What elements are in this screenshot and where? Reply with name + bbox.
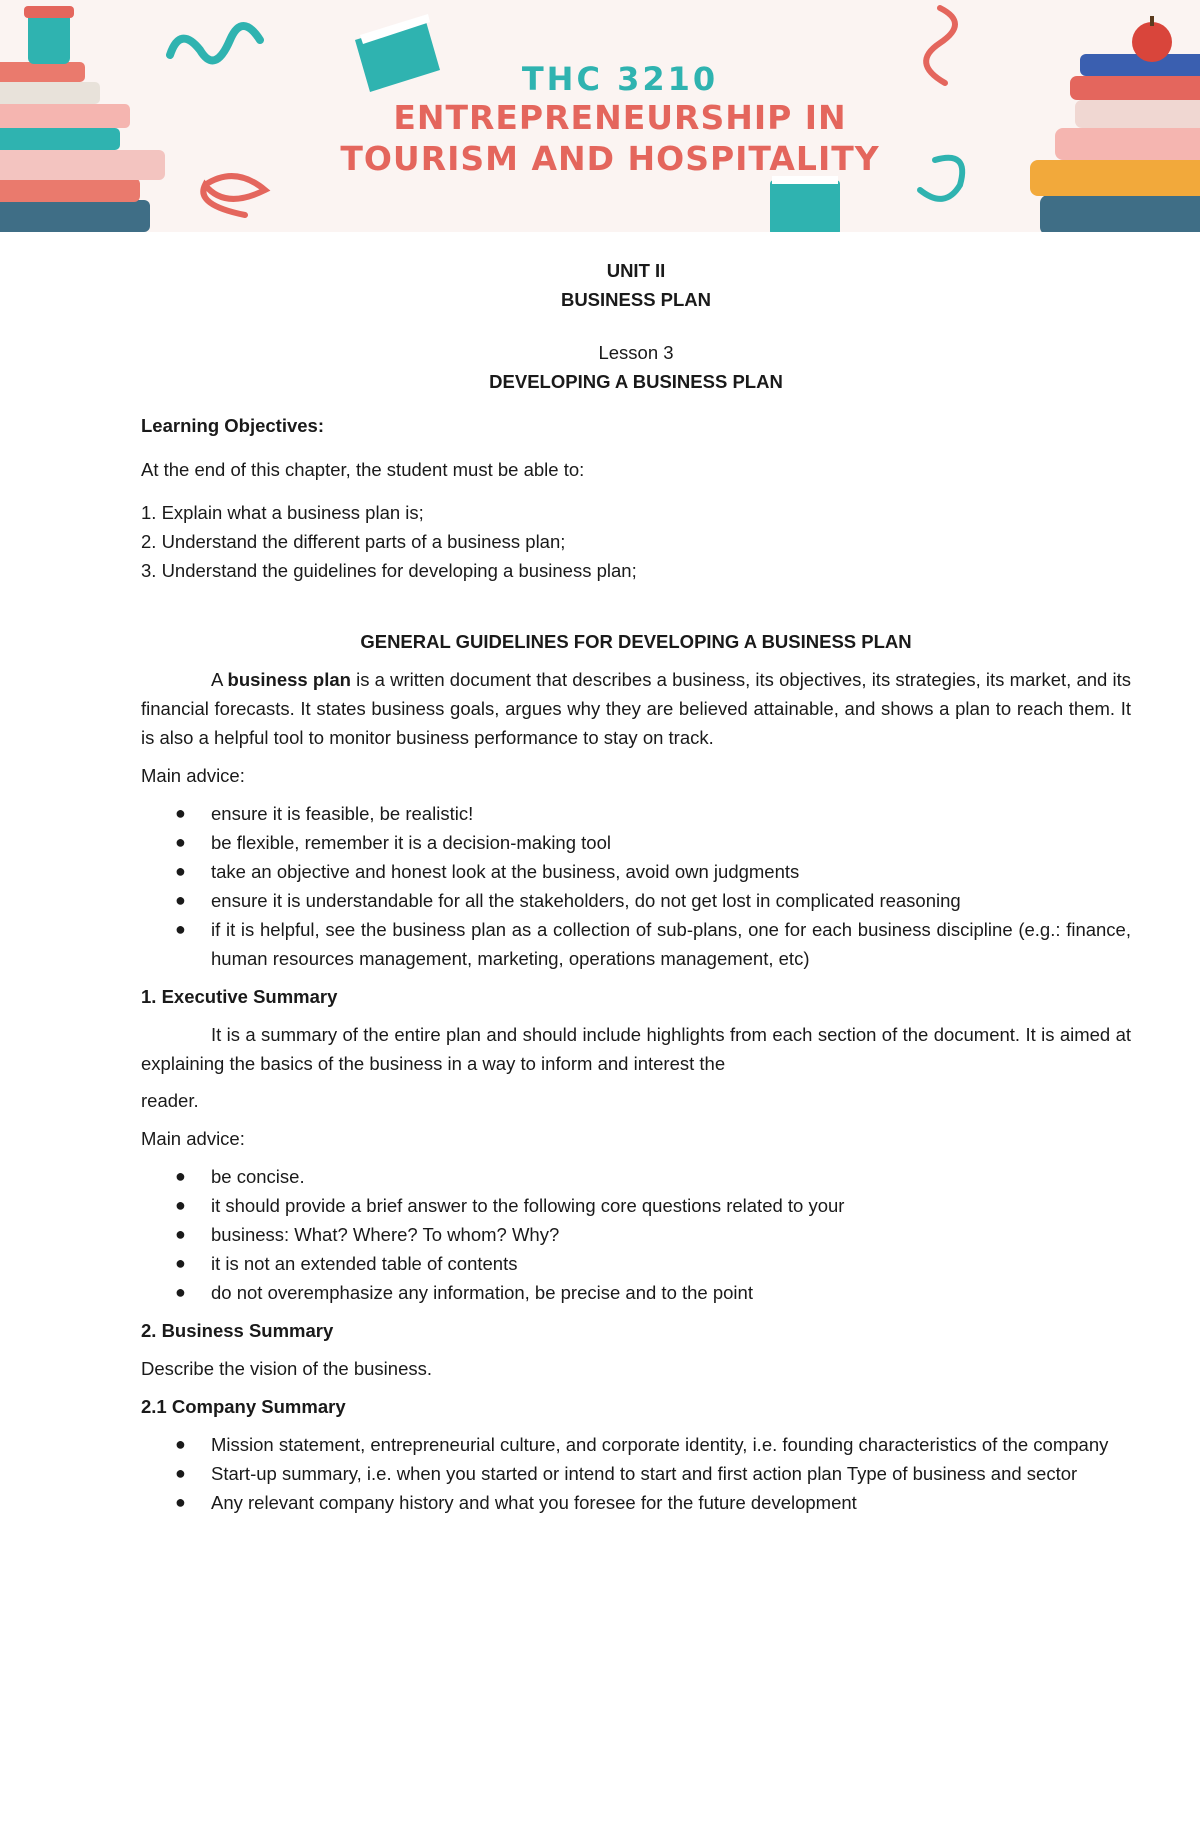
list-item: [175, 857, 1131, 886]
bullet-icon: ●: [175, 803, 186, 823]
bullet-icon: ●: [175, 1282, 186, 1302]
list-item: [175, 1220, 1131, 1249]
bullet-icon: ●: [175, 1253, 186, 1273]
executive-advice-list: [141, 1162, 1131, 1307]
list-item: [175, 1249, 1131, 1278]
bullet-icon: ●: [175, 890, 186, 910]
bullet-icon: ●: [175, 1463, 186, 1483]
list-item-text: Start-up summary, i.e. when you started or intend to start and first action plan Type of business and sector: [211, 1463, 1078, 1484]
bullet-icon: ●: [175, 1195, 186, 1215]
definition-text: is a written document that describes a business, its objectives, its strategies, its market, and its financial forecasts. It states business goals, argues why they are believed attainable, and shows a plan to reach them. It is also a helpful tool to monitor business performance to stay on track.: [141, 669, 1131, 748]
bullet-icon: ●: [175, 1224, 186, 1244]
course-code: THC 3210: [521, 60, 719, 98]
course-banner: [0, 0, 1200, 232]
list-item: [175, 915, 1131, 973]
list-item-text: business: What? Where? To whom? Why?: [211, 1224, 560, 1245]
bullet-icon: ●: [175, 1166, 186, 1186]
executive-summary-heading: 1. Executive Summary: [141, 986, 338, 1007]
list-item: [175, 1459, 1131, 1488]
unit-title: BUSINESS PLAN: [560, 289, 712, 310]
list-item-text: Mission statement, entrepreneurial culture, and corporate identity, i.e. founding characteristics of the company: [211, 1434, 1109, 1455]
list-item: [175, 1488, 1131, 1517]
bullet-icon: ●: [175, 1434, 186, 1454]
list-item: [175, 799, 1131, 828]
list-item-text: it is not an extended table of contents: [211, 1253, 518, 1274]
company-summary-heading: 2.1 Company Summary: [141, 1396, 346, 1417]
list-item: [175, 1162, 1131, 1191]
main-advice-label: Main advice:: [141, 1128, 245, 1149]
list-item-text: be concise.: [211, 1166, 305, 1187]
guidelines-heading: GENERAL GUIDELINES FOR DEVELOPING A BUSINESS PLAN: [360, 631, 912, 652]
company-summary-list: [141, 1430, 1131, 1517]
course-title-line1: ENTREPRENEURSHIP IN: [393, 98, 847, 137]
objectives-heading: Learning Objectives:: [141, 415, 324, 436]
document-body: [141, 256, 1131, 1517]
business-plan-term: business plan: [227, 669, 351, 690]
list-item-text: ensure it is understandable for all the stakeholders, do not get lost in complicated reasoning: [211, 890, 961, 911]
list-item: [175, 1191, 1131, 1220]
list-item-text: it should provide a brief answer to the following core questions related to your: [211, 1195, 845, 1216]
bullet-icon: ●: [175, 832, 186, 852]
list-item-text: Any relevant company history and what you foresee for the future development: [211, 1492, 857, 1513]
unit-label: UNIT II: [606, 260, 666, 281]
list-item-text: be flexible, remember it is a decision-making tool: [211, 832, 611, 853]
list-item: 2. Understand the different parts of a business plan;: [141, 531, 566, 552]
business-summary-heading: 2. Business Summary: [141, 1320, 334, 1341]
list-item: 3. Understand the guidelines for developing a business plan;: [141, 560, 637, 581]
objectives-list: [141, 498, 1131, 585]
business-plan-definition: [141, 665, 1131, 752]
small-book-icon: [770, 176, 840, 232]
guidelines-advice-list: [141, 799, 1131, 973]
lesson-label: Lesson 3: [598, 342, 674, 363]
course-title-line2: TOURISM AND HOSPITALITY: [340, 139, 880, 178]
bullet-icon: ●: [175, 919, 186, 939]
executive-summary-text: It is a summary of the entire plan and should include highlights from each section of the document. It is aimed at explaining the basics of the business in a way to inform and interest the: [141, 1024, 1131, 1074]
list-item: [175, 886, 1131, 915]
lesson-title: DEVELOPING A BUSINESS PLAN: [489, 371, 783, 392]
bullet-icon: ●: [175, 1492, 186, 1512]
list-item: [175, 1278, 1131, 1307]
executive-summary-text-cont: reader.: [141, 1090, 199, 1111]
list-item: 1. Explain what a business plan is;: [141, 502, 424, 523]
list-item-text: ensure it is feasible, be realistic!: [211, 803, 474, 824]
bullet-icon: ●: [175, 861, 186, 881]
definition-prefix: A: [211, 669, 228, 690]
list-item-text: if it is helpful, see the business plan as a collection of sub-plans, one for each business discipline (e.g.: finance, human resources management, marketing, operations management, etc): [211, 919, 1131, 969]
list-item: [175, 828, 1131, 857]
business-summary-text: Describe the vision of the business.: [141, 1358, 433, 1379]
list-item-text: take an objective and honest look at the business, avoid own judgments: [211, 861, 800, 882]
list-item: [175, 1430, 1131, 1459]
list-item-text: do not overemphasize any information, be precise and to the point: [211, 1282, 753, 1303]
objectives-intro: At the end of this chapter, the student must be able to:: [141, 459, 585, 480]
main-advice-label: Main advice:: [141, 765, 245, 786]
